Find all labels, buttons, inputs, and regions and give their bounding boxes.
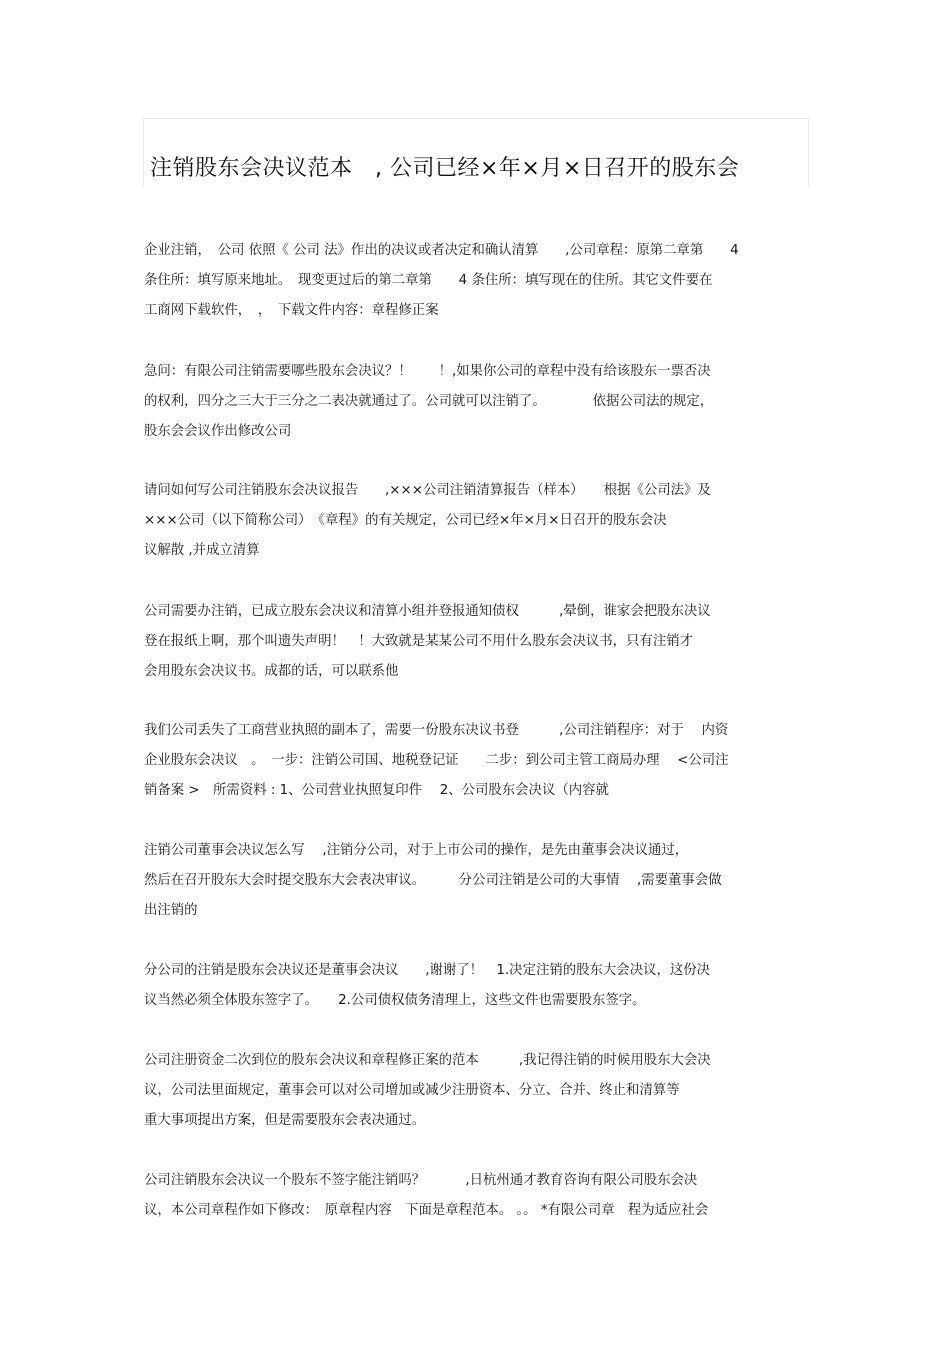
paragraph-line: 我们公司丢失了工商营业执照的副本了，需要一份股东决议书登 ,公司注销程序：对于 内资: [144, 723, 729, 738]
paragraph-line: 分公司的注销是股东会决议还是董事会决议 ,谢谢了！ 1.决定注销的股东大会决议，这份决: [144, 963, 711, 978]
paragraph-line: 出注销的: [144, 903, 198, 918]
paragraph-line: 注销公司董事会决议怎么写 ,注销分公司，对于上市公司的操作，是先由董事会决议通过，: [144, 843, 689, 858]
paragraph-2: [144, 357, 713, 447]
paragraph-9: [144, 1166, 708, 1226]
paragraph-line: 然后在召开股东大会时提交股东大会表决审议。 分公司注销是公司的大事情 ,需要董事会做: [144, 873, 722, 888]
paragraph-line: 公司注销股东会决议一个股东不签字能注销吗？ ,日杭州通才教育咨询有限公司股东会决: [144, 1173, 698, 1188]
paragraph-line: 议，本公司章程作如下修改： 原章程内容 下面是章程范本。 。。 *有限公司章 程为适应社会: [144, 1203, 709, 1218]
paragraph-5: [144, 716, 729, 806]
paragraph-line: 会用股东会决议书。成都的话，可以联系他: [144, 664, 399, 679]
paragraph-line: 登在报纸上啊，那个叫遗失声明！ ！大致就是某某公司不用什么股东会决议书，只有注销才: [144, 634, 694, 649]
paragraph-line: 急问：有限公司注销需要哪些股东会决议？！ ！,如果你公司的章程中没有给该股东一票否决: [144, 364, 711, 379]
paragraph-1: [144, 236, 739, 326]
paragraph-line: 工商网下载软件， ， 下载文件内容：章程修正案: [144, 303, 439, 318]
paragraph-line: 议，公司法里面规定，董事会可以对公司增加或减少注册资本、分立、合并、终止和清算等: [144, 1083, 680, 1098]
paragraph-line: 条住所：填写原来地址。 现变更过后的第二章第 4 条住所：填写现在的住所。其它文件要在: [144, 273, 713, 288]
paragraph-6: [144, 836, 722, 926]
paragraph-line: 公司需要办注销，已成立股东会决议和清算小组并登报通知债权 ,晕倒，谁家会把股东决议: [144, 604, 711, 619]
paragraph-line: 重大事项提出方案，但是需要股东会表决通过。: [144, 1113, 426, 1128]
paragraph-line: 企业股东会决议 。 一步：注销公司国、地税登记证 二步：到公司主管工商局办理 <公司注: [144, 753, 729, 768]
paragraph-line: 议解散 ,并成立清算: [144, 543, 260, 558]
paragraph-line: 企业注销， 公司 依照《 公司 法》作出的决议或者决定和确认清算 ,公司章程：原第二章第 4: [144, 243, 739, 258]
paragraph-line: ×××公司（以下简称公司） 《章程》的有关规定，公司已经×年×月×日召开的股东会决: [144, 513, 667, 528]
document-title: 注销股东会决议范本 , 公司已经×年×月×日召开的股东会: [150, 156, 740, 181]
paragraph-line: 议当然必须全体股东签字了。 2.公司债权债务清理上，这些文件也需要股东签字。: [144, 993, 646, 1008]
paragraph-line: 请问如何写公司注销股东会决议报告 ,×××公司注销清算报告（样本） 根据《公司法》及: [144, 483, 711, 498]
paragraph-line: 销备案 > 所需资料 : 1、公司营业执照复印件 2、公司股东会决议（内容就: [144, 783, 609, 798]
title-frame: [143, 118, 809, 187]
paragraph-8: [144, 1046, 711, 1136]
paragraph-3: [144, 476, 711, 566]
paragraph-7: [144, 956, 710, 1016]
paragraph-4: [144, 597, 711, 687]
paragraph-line: 公司注册资金二次到位的股东会决议和章程修正案的范本 ,我记得注销的时候用股东大会决: [144, 1053, 711, 1068]
paragraph-line: 股东会会议作出修改公司: [144, 424, 292, 439]
paragraph-line: 的权利，四分之三大于三分之二表决就通过了。公司就可以注销了。 依据公司法的规定，: [144, 394, 714, 409]
